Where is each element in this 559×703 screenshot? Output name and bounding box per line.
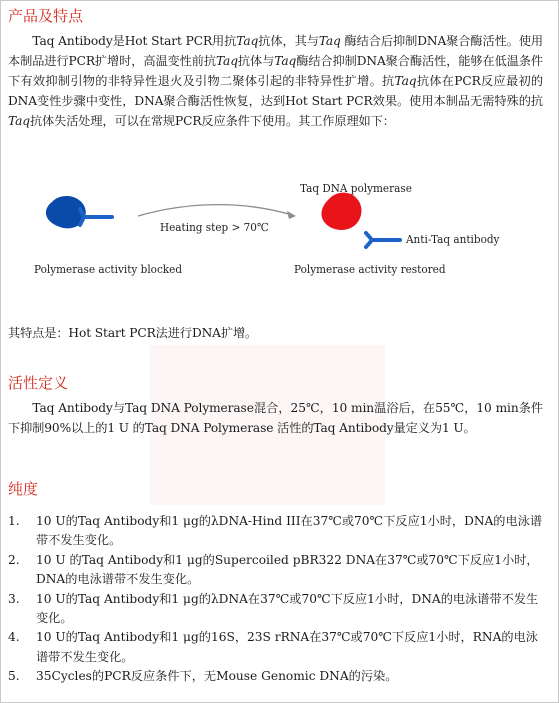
taq-polymerase-label: Taq DNA polymerase <box>300 182 412 195</box>
purity-title: 纯度 <box>8 480 39 498</box>
purity-item-number: 3. <box>8 591 20 606</box>
features-intro: Taq Antibody是Hot Start PCR用抗Taq抗体，其与Taq 酶结合后抑制DNA聚合酶活性。使用本制品进行PCR扩增时，高温变性前抗Taq抗体与Taq酶结合抑制DNA聚合酶活性，能够在低温条件下有效抑制引物的非特异性退火及引物二聚体引起的非特异性扩增。抗Taq抗体在PCR反应最初的DNA变性步骤中变性，DNA聚合酶活性恢复，达到Hot Start PCR效果。使用本制品无需特殊的抗Taq抗体失活处理，可以在常规PCR反应条件下使用。其工作原理如下： <box>8 34 544 128</box>
restored-enzyme-shape <box>321 193 361 230</box>
features-title: 产品及特点 <box>8 7 84 25</box>
activity-definition: Taq Antibody与Taq DNA Polymerase混合，25℃，10 min温浴后，在55℃，10 min条件下抑制90%以上的1 U 的Taq DNA Polymerase 活性的Taq Antibody量定义为1 U。 <box>8 401 543 435</box>
feature-summary: 其特点是：Hot Start PCR法进行DNA扩增。 <box>8 326 258 340</box>
mechanism-diagram <box>0 168 559 288</box>
purity-item <box>8 512 548 551</box>
purity-item-text: 10 U的Taq Antibody和1 μg的λDNA在37℃或70℃下反应1小时，DNA的电泳谱带不发生变化。 <box>36 591 539 626</box>
purity-list <box>8 512 548 687</box>
purity-item-text: 35Cycles的PCR反应条件下，无Mouse Genomic DNA的污染。 <box>36 669 398 684</box>
purity-item-number: 1. <box>8 514 20 528</box>
free-antibody-shape <box>366 233 400 247</box>
activity-title: 活性定义 <box>8 374 69 392</box>
heating-step-label: Heating step > 70℃ <box>160 221 269 234</box>
purity-item-number: 5. <box>8 669 20 684</box>
purity-item-text: 10 U的Taq Antibody和1 μg的16S，23S rRNA在37℃或70℃下反应1小时，RNA的电泳谱带不发生变化。 <box>36 630 538 664</box>
heating-arrow <box>138 205 292 216</box>
restored-activity-label: Polymerase activity restored <box>294 263 446 276</box>
purity-item-number: 4. <box>8 630 20 645</box>
purity-item-number: 2. <box>8 552 20 567</box>
heating-arrow-head <box>287 211 296 219</box>
purity-item-text: 10 U的Taq Antibody和1 μg的λDNA-Hind III在37℃或70℃下反应1小时，DNA的电泳谱带不发生变化。 <box>36 514 543 548</box>
blocked-activity-label: Polymerase activity blocked <box>34 263 183 276</box>
purity-item <box>8 667 548 686</box>
anti-taq-antibody-label: Anti-Taq antibody <box>406 233 500 246</box>
purity-item <box>8 628 548 667</box>
purity-item <box>8 590 548 629</box>
purity-item-text: 10 U 的Taq Antibody和1 μg的Supercoiled pBR322 DNA在37℃或70℃下反应1小时，DNA的电泳谱带不发生变化。 <box>36 552 539 587</box>
purity-item <box>8 551 548 590</box>
